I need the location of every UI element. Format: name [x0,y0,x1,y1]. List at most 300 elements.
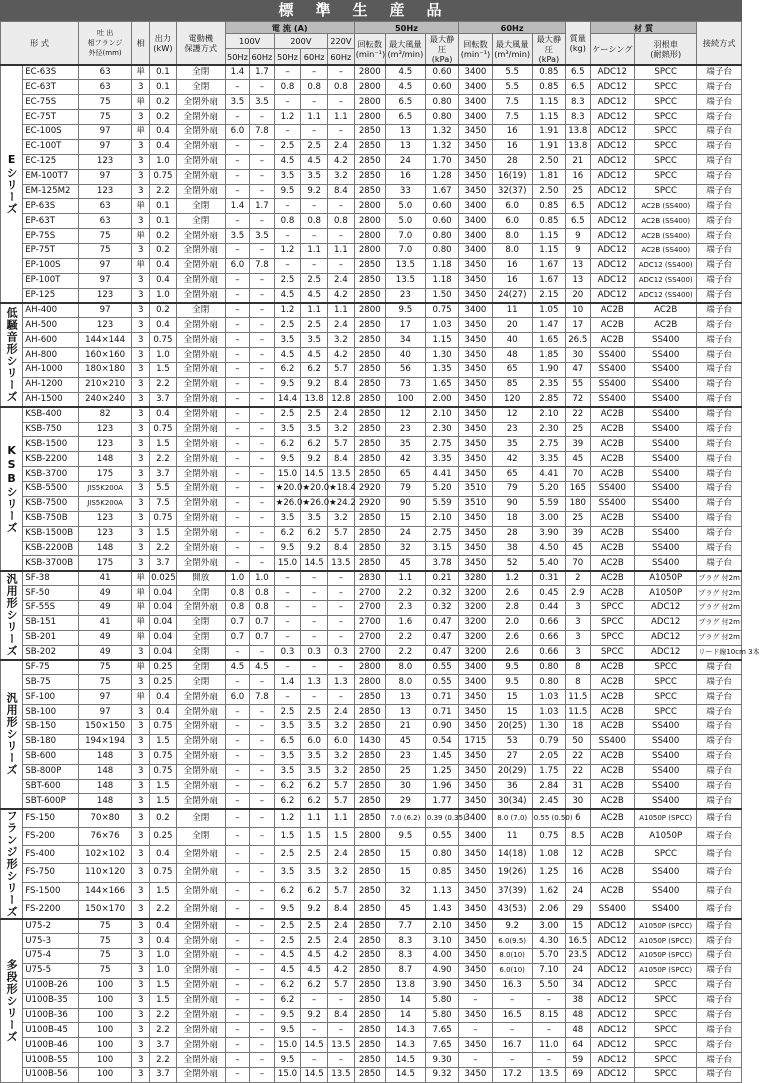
cell-i220-60: 0.3 [328,645,355,660]
cell-i200-50: 6.2 [274,437,301,452]
cell-phase: 3 [132,303,150,318]
cell-i100-50: – [225,934,249,949]
table-row [1,363,742,378]
cell-i100-60: – [250,734,274,749]
cell-airflow-50: 4.5 [385,80,425,95]
cell-i100-50: – [225,963,249,978]
cell-phase: 3 [132,80,150,95]
cell-connection: 端子台 [697,139,742,154]
cell-pressure-60: 8.15 [532,1008,565,1023]
cell-motor: 全閉外扇 [176,169,225,184]
cell-i200-50: 1.2 [274,809,301,827]
cell-i220-60: 2.4 [328,407,355,422]
cell-i100-60: 0.7 [250,615,274,630]
cell-rpm-60: 3400 [459,199,492,214]
cell-i100-50: – [225,437,249,452]
cell-pressure-50: 0.55 [425,660,458,675]
cell-i220-60: 2.4 [328,845,355,863]
cell-motor: 全閉外扇 [176,258,225,273]
series-label: KSBシリーズ [1,407,23,571]
cell-i220-60: – [328,571,355,586]
cell-output: 2.2 [150,1023,177,1038]
cell-mass: 13 [566,273,590,288]
cell-i100-50: – [225,214,249,229]
cell-airflow-50: 42 [385,452,425,467]
header-model: 形 式 [1,22,79,66]
cell-connection: 端子台 [697,154,742,169]
cell-connection: 端子台 [697,845,742,863]
cell-i200-50: – [274,601,301,616]
cell-impeller: SS400 [635,882,697,900]
cell-impeller: SS400 [635,452,697,467]
cell-rpm-50: 2920 [354,482,385,497]
cell-i200-60: 2.5 [301,919,328,934]
cell-impeller: SPCC [635,978,697,993]
table-row [1,690,742,705]
cell-model: FS-750 [23,864,79,882]
cell-connection: 端子台 [697,273,742,288]
table-row [1,392,742,407]
cell-impeller: ADC12 (SS400) [635,258,697,273]
cell-i100-60: – [250,919,274,934]
cell-impeller: SS400 [635,511,697,526]
cell-rpm-50: 2800 [354,229,385,244]
cell-rpm-50: 2850 [354,794,385,809]
cell-airflow-60: 16.5 [492,1008,532,1023]
table-row [1,244,742,259]
cell-casing: AC2B [590,452,635,467]
cell-pressure-60: 2.06 [532,900,565,918]
cell-casing: SPCC [590,601,635,616]
cell-motor: 全閉外扇 [176,764,225,779]
cell-flange: 148 [78,779,131,794]
table-row [1,949,742,964]
cell-i200-50: 4.5 [274,348,301,363]
cell-pressure-50: 2.75 [425,437,458,452]
cell-rpm-50: 2700 [354,586,385,601]
cell-i200-50: – [274,571,301,586]
cell-pressure-50: 0.60 [425,214,458,229]
cell-pressure-50: 1.30 [425,348,458,363]
cell-impeller: SPCC [635,1023,697,1038]
table-body [1,65,760,1082]
cell-i200-60: 6.2 [301,363,328,378]
cell-phase: 3 [132,864,150,882]
cell-phase: 単 [132,630,150,645]
cell-i200-60: ★26.0 [301,496,328,511]
cell-i100-60: – [250,139,274,154]
header-pressure-50: 最大静圧 (kPa) [425,34,458,66]
cell-mass: 8.5 [566,827,590,845]
table-row [1,496,742,511]
cell-airflow-50: 7.0 [385,229,425,244]
cell-connection: 端子台 [697,993,742,1008]
cell-casing: AC2B [590,407,635,422]
cell-i100-60: – [250,827,274,845]
cell-i100-60: – [250,348,274,363]
cell-rpm-50: 2700 [354,645,385,660]
cell-i100-60: – [250,333,274,348]
cell-i200-50: 4.5 [274,963,301,978]
cell-phase: 3 [132,827,150,845]
cell-i200-60: 3.5 [301,749,328,764]
cell-impeller: SPCC [635,80,697,95]
cell-rpm-50: 2850 [354,288,385,303]
cell-model: AH-500 [23,318,79,333]
cell-impeller: SS400 [635,482,697,497]
cell-mass: 8 [566,660,590,675]
cell-mass: 6 [566,809,590,827]
series-label: Eシリーズ [1,65,23,303]
cell-pressure-60: 1.67 [532,258,565,273]
cell-impeller: AC2B [635,318,697,333]
cell-i100-50: – [225,827,249,845]
cell-i200-60: – [301,993,328,1008]
cell-casing: AC2B [590,333,635,348]
cell-airflow-60: 16 [492,273,532,288]
cell-casing: SS400 [590,900,635,918]
cell-rpm-60: 3400 [459,65,492,80]
cell-model: AH-800 [23,348,79,363]
cell-motor: 全閉外扇 [176,392,225,407]
cell-rpm-50: 2830 [354,571,385,586]
cell-rpm-50: 2700 [354,601,385,616]
cell-i100-50: 1.0 [225,571,249,586]
cell-i100-50: 0.8 [225,586,249,601]
cell-rpm-50: 2850 [354,318,385,333]
cell-i100-60: 7.8 [250,690,274,705]
cell-i100-60: – [250,422,274,437]
cell-mass: 69 [566,1068,590,1083]
cell-i200-50: 9.5 [274,452,301,467]
cell-casing: ADC12 [590,169,635,184]
cell-rpm-60: 3450 [459,407,492,422]
cell-i100-60: – [250,764,274,779]
cell-output: 1.0 [150,154,177,169]
cell-pressure-60: 2.30 [532,422,565,437]
cell-i200-60: 14.5 [301,556,328,571]
cell-impeller: SPCC [635,1053,697,1068]
header-airflow-50: 最大風量 (m³/min) [385,34,425,66]
cell-airflow-60: 23 [492,422,532,437]
cell-i100-60: – [250,900,274,918]
cell-i200-50: 15.0 [274,556,301,571]
cell-model: EP-75S [23,229,79,244]
cell-pressure-50: 3.15 [425,541,458,556]
cell-motor: 全閉外扇 [176,139,225,154]
cell-impeller: A1050P [635,827,697,845]
cell-airflow-60: 65 [492,467,532,482]
cell-output: 0.25 [150,827,177,845]
cell-motor: 全閉外扇 [176,882,225,900]
cell-flange: 49 [78,586,131,601]
cell-i220-60: 5.7 [328,794,355,809]
cell-pressure-60: – [532,1023,565,1038]
cell-model: U100B-45 [23,1023,79,1038]
cell-mass: 2 [566,571,590,586]
cell-airflow-50: 45 [385,734,425,749]
cell-flange: 76×76 [78,827,131,845]
cell-i200-60: – [301,1023,328,1038]
cell-i100-60: – [250,214,274,229]
cell-output: 0.2 [150,229,177,244]
cell-motor: 全閉外扇 [176,437,225,452]
cell-rpm-60: 3200 [459,645,492,660]
cell-pressure-60: 1.08 [532,845,565,863]
cell-i200-50: 3.5 [274,864,301,882]
table-row [1,571,742,586]
cell-i200-60: 9.2 [301,184,328,199]
cell-phase: 3 [132,720,150,735]
cell-pressure-50: 5.20 [425,482,458,497]
cell-i100-50: 0.7 [225,615,249,630]
cell-i200-50: 4.5 [274,154,301,169]
cell-i100-50: – [225,482,249,497]
cell-casing: ADC12 [590,949,635,964]
cell-airflow-60: 9.5 [492,660,532,675]
cell-impeller: SPCC [635,675,697,690]
cell-i100-60: 0.7 [250,630,274,645]
cell-mass: 3 [566,601,590,616]
table-row [1,779,742,794]
cell-i220-60: 2.4 [328,934,355,949]
cell-i100-60: – [250,1053,274,1068]
cell-airflow-50: 17 [385,318,425,333]
cell-pressure-60: 1.47 [532,318,565,333]
cell-pressure-60: 3.35 [532,452,565,467]
cell-phase: 3 [132,392,150,407]
cell-rpm-60: 3450 [459,690,492,705]
header-flange: 吐 出 相フランジ 外径(mm) [78,22,131,66]
cell-phase: 3 [132,407,150,422]
cell-connection: 端子台 [697,184,742,199]
header-50hz-group: 50Hz [354,22,459,34]
cell-output: 0.04 [150,601,177,616]
cell-model: FS-1500 [23,882,79,900]
cell-mass: 8 [566,675,590,690]
cell-flange: 49 [78,630,131,645]
cell-i220-60: – [328,601,355,616]
cell-mass: 15 [566,919,590,934]
cell-airflow-50: 13 [385,690,425,705]
cell-i220-60: – [328,229,355,244]
cell-i100-60: – [250,779,274,794]
cell-airflow-60: 120 [492,392,532,407]
cell-casing: AC2B [590,467,635,482]
header-casing: ケーシング [590,34,635,66]
cell-pressure-50: 0.85 [425,864,458,882]
cell-motor: 全閉外扇 [176,318,225,333]
cell-i200-60: 13.8 [301,392,328,407]
cell-i100-50: – [225,900,249,918]
cell-i220-60: – [328,199,355,214]
cell-rpm-50: 2850 [354,1038,385,1053]
series-label: フランジ形シリーズ [1,809,23,919]
cell-rpm-60: – [459,1053,492,1068]
cell-i200-60: – [301,586,328,601]
cell-connection: 端子台 [697,1008,742,1023]
cell-rpm-60: 3400 [459,95,492,110]
cell-pressure-60: 3.90 [532,526,565,541]
cell-impeller: SS400 [635,749,697,764]
cell-pressure-60: 2.50 [532,154,565,169]
table-row [1,749,742,764]
cell-phase: 3 [132,333,150,348]
cell-motor: 全閉 [176,827,225,845]
cell-motor: 全閉 [176,199,225,214]
cell-mass: 11.5 [566,690,590,705]
cell-model: SB-100 [23,705,79,720]
cell-pressure-60: 1.91 [532,125,565,140]
cell-connection: 端子台 [697,437,742,452]
cell-rpm-50: 2850 [354,258,385,273]
cell-pressure-60: 1.62 [532,882,565,900]
cell-output: 0.1 [150,199,177,214]
cell-i200-60: 2.5 [301,407,328,422]
cell-airflow-50: 29 [385,794,425,809]
cell-i100-50: – [225,407,249,422]
cell-pressure-50: 4.00 [425,949,458,964]
cell-i200-60: 3.5 [301,720,328,735]
cell-flange: 63 [78,214,131,229]
cell-mass: 6.5 [566,80,590,95]
cell-impeller: SPCC [635,1068,697,1083]
cell-i200-50: 9.5 [274,1053,301,1068]
cell-motor: 全閉 [176,645,225,660]
cell-model: SB-75 [23,675,79,690]
header-output: 出力 (kW) [150,22,177,66]
cell-i100-60: – [250,496,274,511]
cell-motor: 全閉外扇 [176,949,225,964]
cell-mass: 38 [566,993,590,1008]
cell-pressure-60: 0.85 [532,65,565,80]
cell-rpm-60: 3400 [459,229,492,244]
cell-mass: 16 [566,169,590,184]
cell-rpm-50: 2850 [354,467,385,482]
cell-i200-50: 9.5 [274,1008,301,1023]
cell-i200-60: 1.1 [301,244,328,259]
cell-i220-60: 3.2 [328,333,355,348]
cell-i100-50: 1.4 [225,65,249,80]
cell-airflow-60: 2.6 [492,630,532,645]
cell-model: EP-100T [23,273,79,288]
cell-phase: 3 [132,645,150,660]
cell-i200-50: – [274,615,301,630]
table-row [1,467,742,482]
cell-flange: 63 [78,80,131,95]
cell-airflow-60: 16 [492,125,532,140]
header-200v: 200V [274,34,327,49]
cell-airflow-60: 40 [492,333,532,348]
cell-output: 2.2 [150,377,177,392]
cell-pressure-50: 9.30 [425,1053,458,1068]
cell-phase: 3 [132,377,150,392]
cell-rpm-60: 3450 [459,437,492,452]
cell-i200-50: 6.2 [274,526,301,541]
cell-phase: 3 [132,363,150,378]
cell-output: 0.04 [150,630,177,645]
cell-pressure-60: 0.85 [532,214,565,229]
cell-model: KSB-400 [23,407,79,422]
cell-airflow-60: 5.5 [492,80,532,95]
cell-casing: AC2B [590,318,635,333]
cell-impeller: SS400 [635,794,697,809]
cell-i220-60: 3.2 [328,169,355,184]
cell-flange: 102×102 [78,845,131,863]
cell-pressure-60: 2.15 [532,288,565,303]
cell-rpm-60: 3450 [459,779,492,794]
cell-motor: 全閉外扇 [176,95,225,110]
cell-i200-50: ★26.0 [274,496,301,511]
cell-i200-50: 6.5 [274,734,301,749]
cell-airflow-60: 6.0 [492,199,532,214]
cell-connection: 端子台 [697,864,742,882]
cell-airflow-50: 15 [385,864,425,882]
cell-i200-60: 3.5 [301,422,328,437]
cell-output: 0.025 [150,571,177,586]
cell-airflow-50: 13 [385,125,425,140]
cell-phase: 3 [132,154,150,169]
cell-i220-60: 5.7 [328,978,355,993]
cell-i100-60: – [250,556,274,571]
cell-impeller: SPCC [635,110,697,125]
cell-impeller: ADC12 [635,630,697,645]
cell-rpm-50: 2850 [354,407,385,422]
cell-model: U75-3 [23,934,79,949]
cell-flange: 150×150 [78,720,131,735]
cell-connection: 端子台 [697,244,742,259]
cell-pressure-50: 0.60 [425,199,458,214]
cell-model: SB-202 [23,645,79,660]
cell-i100-60: – [250,80,274,95]
cell-pressure-50: 1.96 [425,779,458,794]
cell-flange: 75 [78,244,131,259]
cell-casing: AC2B [590,845,635,863]
cell-model: EC-63S [23,65,79,80]
cell-motor: 全閉外扇 [176,779,225,794]
cell-rpm-60: 3450 [459,422,492,437]
cell-i220-60: – [328,660,355,675]
cell-pressure-60: 1.65 [532,333,565,348]
cell-phase: 3 [132,809,150,827]
cell-i200-60: 2.5 [301,273,328,288]
cell-i220-60: 3.2 [328,864,355,882]
cell-i220-60: 2.4 [328,919,355,934]
cell-impeller: SS400 [635,377,697,392]
table-row [1,303,742,318]
cell-i100-60: – [250,392,274,407]
cell-impeller: SS400 [635,407,697,422]
cell-rpm-60: 3400 [459,214,492,229]
cell-motor: 全閉外扇 [176,229,225,244]
cell-phase: 3 [132,749,150,764]
cell-i220-60: 5.7 [328,526,355,541]
cell-airflow-50: 14 [385,1008,425,1023]
cell-motor: 全閉外扇 [176,1053,225,1068]
table-row [1,1008,742,1023]
cell-model: U100B-36 [23,1008,79,1023]
cell-i200-50: 1.4 [274,675,301,690]
cell-i100-50: 3.5 [225,95,249,110]
cell-i220-60: 12.8 [328,392,355,407]
cell-impeller: SS400 [635,363,697,378]
cell-i100-50: – [225,467,249,482]
cell-i100-60: – [250,978,274,993]
cell-airflow-50: 56 [385,363,425,378]
cell-pressure-60: 0.55 (0.50) [532,809,565,827]
cell-output: 1.5 [150,363,177,378]
cell-airflow-60: 85 [492,377,532,392]
